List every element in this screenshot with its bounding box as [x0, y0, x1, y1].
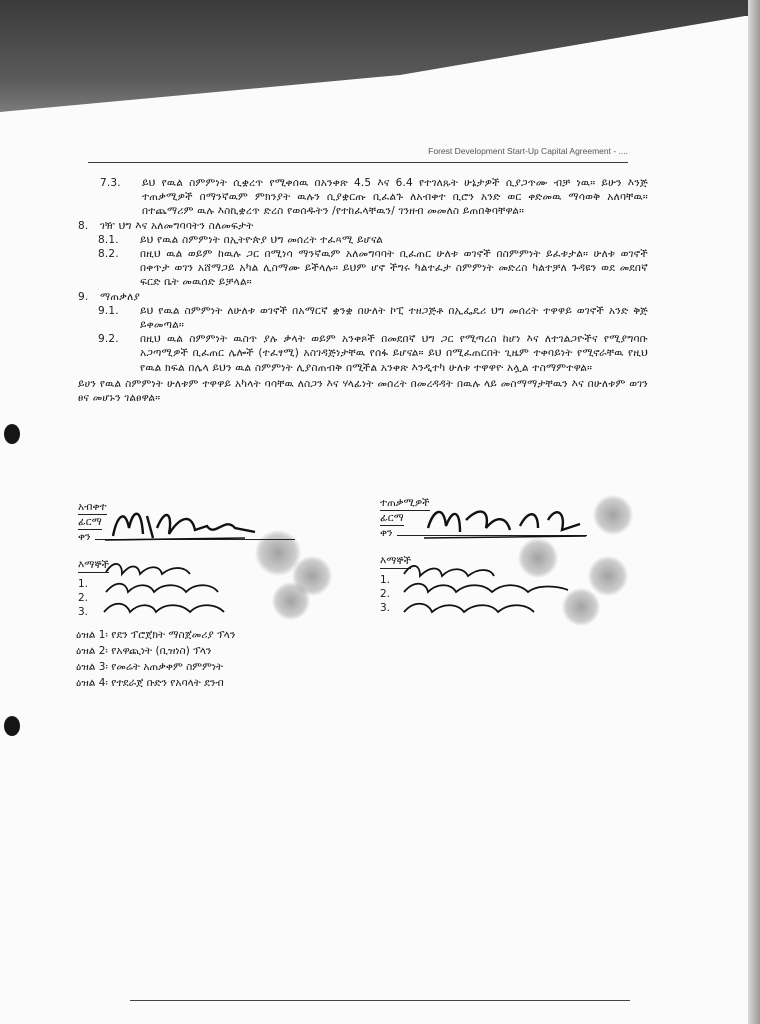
clause-number: 8.: [78, 219, 89, 232]
clause: [98, 304, 648, 332]
clause-number: 8.1.: [98, 233, 119, 246]
clause-number: 7.3.: [100, 177, 121, 189]
section-heading: [78, 219, 648, 233]
annex-item: ዕዝል 1፡ የደን ፕሮጀክት ማስጀመሪያ ፕላን: [76, 629, 236, 641]
clause-text: ይህ የዉል ስምምነት ለሁለቱ ወገኖች በአማርኛ ቋንቋ በሁለት ኮፒ ተዘጋጅቶ በኢፌዴሪ ህግ መሰረት ተዋዋይ ወገኖች አንድ ቅጅ ይቀመጣል።: [140, 304, 648, 332]
annex-item: ዕዝል 2፡ የአዋጪነት (ቢዝነስ) ፕላን: [76, 645, 212, 657]
clause-number: 8.2.: [98, 248, 119, 261]
party-label: ተጠቃሚዎች: [380, 497, 430, 509]
date-label: ቀን: [380, 527, 393, 539]
closing-statement: ይሀን የዉል ስምምነት ሁለቱም ተዋዋይ አካላት ባሳቸዉ ለስጋን እና ሃላፊነት መሰረት በመረዳዳት በዉሉ ላይ መስማማታቸዉን እና በሁለቱም ወገን ፀና መሆኑን ገልፀዋል።: [78, 377, 648, 405]
signature-label: ፊርማ: [78, 516, 102, 528]
witnesses-label: እማኞች: [380, 555, 412, 567]
annex-item: ዕዝል 3፡ የመሬት አጠቃቀም ስምምነት: [76, 661, 224, 673]
witness-3: 3.: [380, 602, 391, 614]
page-edge-shadow: [748, 0, 760, 1024]
punch-hole-bottom: [4, 716, 20, 736]
witnesses-label: እማኞች: [78, 559, 110, 571]
witness-1: 1.: [78, 578, 89, 590]
witness-2: 2.: [380, 588, 391, 600]
clause: [100, 176, 648, 219]
clause-text: ይህ የዉል ስምምነት በኢትዮጵያ ህግ መሰረት ተፈጻሚ ይሆናል: [140, 233, 383, 246]
signature-right-main: [420, 498, 590, 546]
witness-signatures-left: [100, 558, 260, 618]
clause-number: 9.1.: [98, 304, 119, 317]
clause-number: 9.: [78, 290, 89, 303]
clause: [98, 247, 648, 290]
witness-2: 2.: [78, 592, 89, 604]
annex-item: ዕዝል 4፡ የተደራጀ ቡድን የአባላት ደንብ: [76, 677, 224, 689]
agreement-body: [78, 176, 648, 405]
annexes-list: [76, 627, 235, 691]
clause-text: ገዥ ህግ እና አለመግባባትን ስለመፍታት: [100, 219, 254, 232]
witness-signatures-right: [398, 560, 588, 620]
witness-1: 1.: [380, 574, 391, 586]
signature-label: ፊርማ: [380, 512, 404, 524]
header-title: Forest Development Start-Up Capital Agreement - ....: [428, 146, 628, 156]
section-heading: [78, 290, 648, 304]
date-label: ቀን: [78, 531, 91, 543]
clause: [98, 332, 648, 375]
signature-left-main: [95, 498, 265, 546]
punch-hole-top: [4, 424, 20, 444]
clause-text: በዚህ ዉል ወይም ከዉሉ ጋር በሚነሳ ማንኛዉም አለመግባባት ቢፈጠር ሁለቱ ወገኖች በስምምነት ይፈቱታል። ሁለቱ ወገኖች በቀጥታ ወገን አሸማጋይ አካል ሊስማሙ ይችላሉ። ይህም ሆኖ ችግሩ ካልተፈታ ስምምነት መድረስ ካልተቻለ ጉዳዩን ወደ መደበኛ ፍርድ ቤት መዉሰድ ይቻላል።: [140, 248, 648, 289]
witness-3: 3.: [78, 606, 89, 618]
clause: [98, 233, 648, 247]
footer-rule: [130, 1000, 630, 1001]
clause-text: ማጠቃለያ: [100, 290, 141, 303]
running-header: [88, 146, 628, 163]
clause-text: ይህ የዉል ስምምነት ሲቋረጥ የሚቀሰዉ በአንቀጽ 4.5 እና 6.4 የተገለጹት ሁኔታዎች ሲያጋጥሙ ብቻ ነዉ። ይሁን እንጅ ተጠቃሚዎች በማንኛዉም ምክንያት ዉሉን ሲያቋርጡ ቢፈልጉ ለአብቀተ ቢሮን አንድ ወር ቀድመዉ ማሳወቅ አለባቸዉ። በተጨማሪም ዉሉ እስኪቋረጥ ድረስ የወሰዱትን /የተከፈላቸዉን/ ገንዘብ መመለስ ይጠበቅባቸዋል።: [142, 177, 648, 218]
clause-number: 9.2.: [98, 333, 119, 346]
clause-text: በዚህ ዉል ስምምነት ዉስጥ ያሉ ቃላት ወይም አንቀጾች በመደበኛ ህግ ጋር የሚጣረስ ከሆነ እና ለተገልጋዮችና የሚያግባቡ አጋጣሚዎች ቢፈጠር ሌሎች (ተፈፃሚ) አስገዳጅነታቸዉ የሰፋ ይሆናል። ይህ በሚፈጠርበት ጊዜም ተቀባይነት የሚኖራቸዉ የዚህ የዉል ክፍል በሌላ ይህን ዉል ስምምነት ሊያስጠብቅ በሚችል አንቀጽ እንዲተካ ሁለቱ ተዋዋዮ አሏል ተስማምተዋል።: [140, 333, 648, 374]
party-label: አብቀተ: [78, 501, 107, 513]
